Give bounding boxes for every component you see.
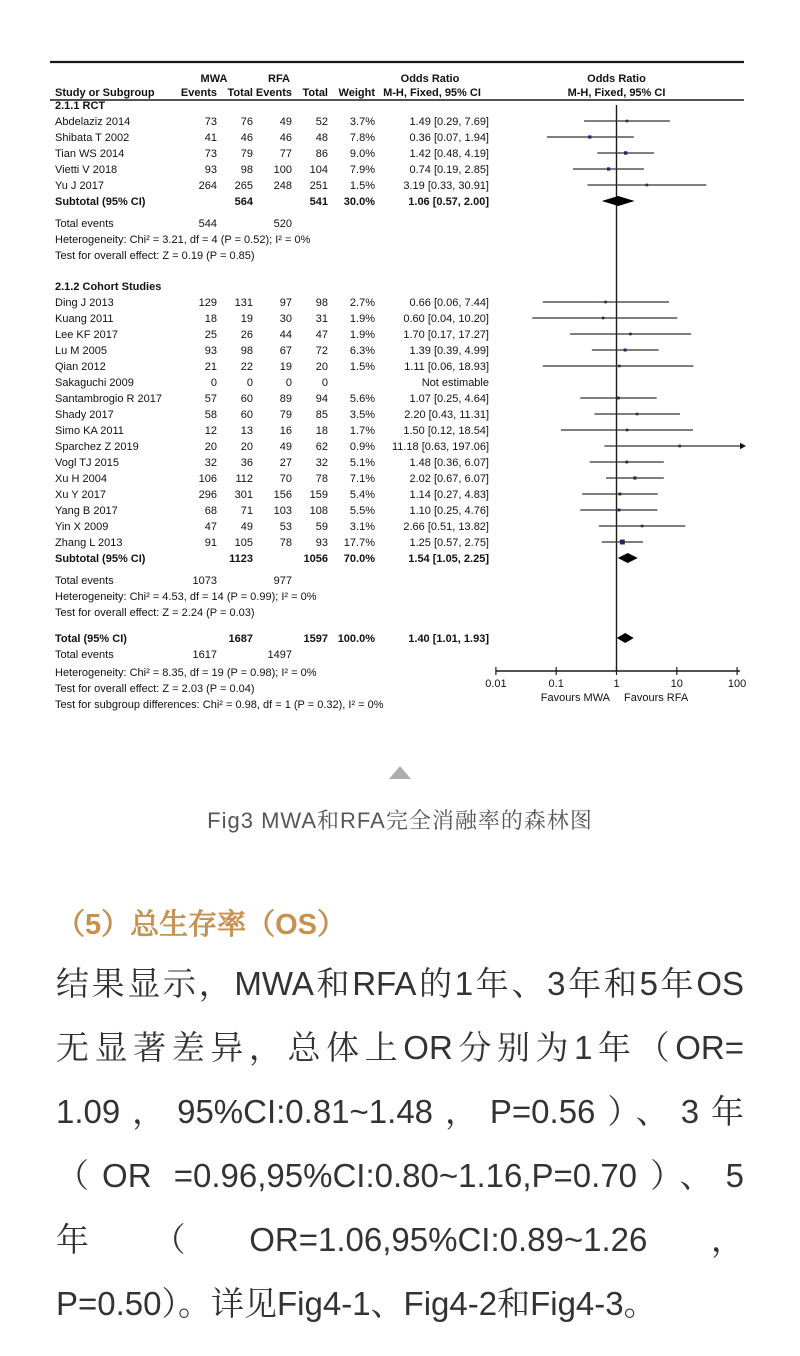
rfa-total: 85 (315, 409, 328, 421)
axis-favours-right: Favours RFA (624, 692, 689, 704)
rfa-total: 108 (309, 505, 328, 517)
rfa-events: 100 (273, 164, 292, 176)
axis-tick-label: 10 (670, 678, 683, 690)
or-marker (617, 397, 620, 400)
rfa-events: 49 (279, 116, 292, 128)
stat-note: Test for overall effect: Z = 0.19 (P = 0.85) (55, 250, 255, 262)
or-marker (602, 317, 605, 320)
or-marker (641, 525, 644, 528)
mwa-events: 21 (204, 361, 217, 373)
study-name: Ding J 2013 (55, 297, 114, 309)
or-ci-text: 1.42 [0.48, 4.19] (409, 148, 489, 160)
weight-value: 2.7% (349, 297, 375, 309)
weight-value: 5.6% (349, 393, 375, 405)
mwa-total: 71 (240, 505, 253, 517)
or-ci-text: Not estimable (421, 377, 489, 389)
paragraph-line: 结果显示，MWA和RFA的1年、3年和5年OS (56, 965, 744, 1002)
rfa-events: 79 (279, 409, 292, 421)
weight-value: 5.1% (349, 457, 375, 469)
total-events-label: Total events (55, 575, 114, 587)
rfa-total: 251 (309, 180, 328, 192)
study-name: Lu M 2005 (55, 345, 107, 357)
rfa-total: 32 (315, 457, 328, 469)
col-header-method: M-H, Fixed, 95% CI (383, 87, 481, 99)
mwa-total: 0 (246, 377, 253, 389)
rfa-events: 103 (273, 505, 292, 517)
rfa-total: 86 (315, 148, 328, 160)
rfa-total: 48 (315, 132, 328, 144)
mwa-events: 93 (204, 164, 217, 176)
study-name: Yu J 2017 (55, 180, 104, 192)
plot-header-odds-ratio: Odds Ratio (587, 73, 646, 85)
or-ci-text: 0.66 [0.06, 7.44] (409, 297, 489, 309)
or-marker (588, 135, 591, 138)
paragraph-line: 年（OR=1.06,95%CI:0.89~1.26， (56, 1221, 744, 1258)
mwa-events: 73 (204, 116, 217, 128)
rfa-events: 53 (279, 521, 292, 533)
rfa-total: 47 (315, 329, 328, 341)
paragraph-line: 1.09，95%CI:0.81~1.48，P=0.56）、3年 (56, 1093, 744, 1130)
or-ci-text: 1.14 [0.27, 4.83] (409, 489, 489, 501)
study-name: Total (95% CI) (55, 633, 127, 645)
mwa-total: 22 (240, 361, 253, 373)
study-name: Abdelaziz 2014 (55, 116, 131, 128)
axis-tick-label: 100 (727, 678, 747, 690)
or-marker (607, 167, 610, 170)
total-events-rfa: 520 (273, 218, 292, 230)
study-name: Xu H 2004 (55, 473, 107, 485)
mwa-total: 105 (234, 537, 253, 549)
rfa-events: 156 (273, 489, 292, 501)
mwa-total: 20 (240, 441, 253, 453)
col-header-events: Events (255, 87, 292, 99)
mwa-events: 129 (198, 297, 217, 309)
rfa-events: 44 (279, 329, 292, 341)
mwa-total: 98 (240, 345, 253, 357)
paragraph-line: 无显著差异，总体上OR分别为1年（OR= (56, 1029, 744, 1066)
mwa-total: 1123 (229, 553, 253, 565)
or-ci-text: 1.54 [1.05, 2.25] (408, 553, 489, 565)
rfa-total: 59 (315, 521, 328, 533)
weight-value: 3.5% (349, 409, 375, 421)
or-marker (619, 493, 622, 496)
rfa-events: 89 (279, 393, 292, 405)
total-events-mwa: 1617 (192, 649, 217, 661)
mwa-total: 60 (240, 393, 253, 405)
section-label: 2.1.2 Cohort Studies (55, 281, 162, 293)
study-name: Shady 2017 (55, 409, 114, 421)
or-marker (633, 476, 636, 479)
total-events-mwa: 544 (198, 218, 217, 230)
rfa-total: 18 (315, 425, 328, 437)
or-ci-text: 2.66 [0.51, 13.82] (403, 521, 489, 533)
weight-value: 100.0% (337, 633, 375, 645)
or-ci-text: 1.50 [0.12, 18.54] (403, 425, 489, 437)
study-name: Vogl TJ 2015 (55, 457, 120, 469)
weight-value: 70.0% (343, 553, 375, 565)
section-label: 2.1.1 RCT (55, 100, 106, 112)
or-ci-text: 1.11 [0.06, 18.93] (404, 361, 489, 373)
weight-value: 7.8% (349, 132, 375, 144)
study-name: Santambrogio R 2017 (55, 393, 163, 405)
axis-favours-left: Favours MWA (540, 692, 610, 704)
section-heading: （5）总生存率（OS） (56, 909, 347, 941)
mwa-total: 76 (240, 116, 253, 128)
weight-value: 0.9% (349, 441, 375, 453)
or-ci-text: 2.20 [0.43, 11.31] (404, 409, 489, 421)
mwa-events: 0 (210, 377, 217, 389)
study-name: Shibata T 2002 (55, 132, 130, 144)
total-events-label: Total events (55, 649, 114, 661)
rfa-total: 78 (315, 473, 328, 485)
col-header-events: Events (180, 87, 217, 99)
stat-note: Heterogeneity: Chi² = 8.35, df = 19 (P = 0.98); I² = 0% (55, 667, 317, 679)
or-marker (618, 509, 621, 512)
mwa-events: 296 (198, 489, 217, 501)
rfa-events: 16 (279, 425, 292, 437)
rfa-total: 541 (309, 196, 328, 208)
rfa-total: 1056 (303, 553, 328, 565)
or-ci-text: 1.39 [0.39, 4.99] (409, 345, 489, 357)
mwa-events: 12 (204, 425, 217, 437)
weight-value: 1.5% (349, 180, 375, 192)
total-events-rfa: 977 (273, 575, 292, 587)
weight-value: 3.7% (349, 116, 375, 128)
diamond-marker (618, 553, 638, 563)
figure-caption: Fig3 MWA和RFA完全消融率的森林图 (207, 808, 593, 833)
study-name: Kuang 2011 (55, 313, 114, 325)
mwa-total: 19 (240, 313, 253, 325)
weight-value: 1.9% (349, 329, 375, 341)
col-header-odds-ratio: Odds Ratio (400, 73, 460, 85)
col-header-total: Total (227, 87, 253, 99)
rfa-events: 77 (279, 148, 292, 160)
col-header-total: Total (302, 87, 328, 99)
col-header-weight: Weight (338, 87, 375, 99)
rfa-total: 52 (315, 116, 328, 128)
weight-value: 1.5% (349, 361, 375, 373)
rfa-total: 93 (315, 537, 328, 549)
mwa-events: 91 (204, 537, 217, 549)
study-name: Zhang L 2013 (55, 537, 123, 549)
or-marker (618, 365, 621, 368)
mwa-events: 57 (204, 393, 217, 405)
axis-tick-label: 0.1 (548, 678, 564, 690)
or-ci-text: 1.25 [0.57, 2.75] (409, 537, 489, 549)
mwa-total: 79 (240, 148, 253, 160)
diamond-marker (617, 633, 634, 643)
study-name: Xu Y 2017 (55, 489, 106, 501)
or-marker (678, 445, 681, 448)
mwa-total: 265 (234, 180, 253, 192)
rfa-total: 104 (309, 164, 328, 176)
or-ci-text: 1.10 [0.25, 4.76] (409, 505, 489, 517)
weight-value: 17.7% (343, 537, 375, 549)
or-ci-text: 1.06 [0.57, 2.00] (408, 196, 489, 208)
or-ci-text: 1.40 [1.01, 1.93] (408, 633, 489, 645)
rfa-total: 159 (309, 489, 328, 501)
col-header-rfa: RFA (268, 73, 290, 85)
mwa-total: 131 (234, 297, 253, 309)
total-events-rfa: 1497 (267, 649, 292, 661)
or-ci-text: 3.19 [0.33, 30.91] (403, 180, 489, 192)
rfa-events: 248 (273, 180, 292, 192)
mwa-total: 564 (234, 196, 253, 208)
rfa-events: 97 (279, 297, 292, 309)
or-ci-text: 0.36 [0.07, 1.94] (409, 132, 489, 144)
or-ci-text: 0.60 [0.04, 10.20] (403, 313, 489, 325)
diamond-marker (602, 196, 635, 206)
mwa-total: 301 (234, 489, 253, 501)
mwa-events: 25 (204, 329, 217, 341)
or-ci-text: 0.74 [0.19, 2.85] (409, 164, 489, 176)
weight-value: 6.3% (349, 345, 375, 357)
mwa-total: 98 (240, 164, 253, 176)
total-events-mwa: 1073 (192, 575, 217, 587)
or-ci-text: 1.07 [0.25, 4.64] (409, 393, 489, 405)
mwa-events: 18 (204, 313, 217, 325)
rfa-events: 0 (285, 377, 292, 389)
or-marker (636, 413, 639, 416)
stat-note: Heterogeneity: Chi² = 3.21, df = 4 (P = 0.52); I² = 0% (55, 234, 311, 246)
mwa-events: 20 (204, 441, 217, 453)
stat-note: Test for overall effect: Z = 2.24 (P = 0.03) (55, 607, 255, 619)
collapse-triangle-icon[interactable] (389, 766, 411, 779)
rfa-events: 49 (279, 441, 292, 453)
mwa-total: 13 (240, 425, 253, 437)
col-header-study: Study or Subgroup (55, 87, 155, 99)
or-marker (624, 349, 627, 352)
study-name: Simo KA 2011 (55, 425, 124, 437)
or-marker (620, 540, 625, 545)
stat-note: Heterogeneity: Chi² = 4.53, df = 14 (P = 0.99); I² = 0% (55, 591, 317, 603)
or-marker (629, 333, 632, 336)
stat-note: Test for overall effect: Z = 2.03 (P = 0.04) (55, 683, 255, 695)
study-name: Subtotal (95% CI) (55, 196, 146, 208)
axis-tick-label: 1 (613, 678, 620, 690)
or-ci-text: 1.48 [0.36, 6.07] (409, 457, 489, 469)
mwa-total: 36 (240, 457, 253, 469)
weight-value: 9.0% (349, 148, 375, 160)
rfa-events: 30 (279, 313, 292, 325)
or-marker (646, 184, 649, 187)
collapse-triangle-wrap (0, 766, 800, 779)
study-name: Qian 2012 (55, 361, 106, 373)
rfa-total: 31 (315, 313, 328, 325)
study-name: Yang B 2017 (55, 505, 118, 517)
study-name: Sparchez Z 2019 (55, 441, 139, 453)
paragraph-line: P=0.50）。详见Fig4-1、Fig4-2和Fig4-3。 (56, 1285, 657, 1322)
rfa-events: 70 (279, 473, 292, 485)
axis-tick-label: 0.01 (485, 678, 507, 690)
paragraph-line: （OR =0.96,95%CI:0.80~1.16,P=0.70）、5 (56, 1157, 744, 1194)
rfa-events: 67 (279, 345, 292, 357)
or-ci-text: 1.70 [0.17, 17.27] (403, 329, 489, 341)
weight-value: 5.4% (349, 489, 375, 501)
mwa-total: 1687 (228, 633, 253, 645)
study-name: Subtotal (95% CI) (55, 553, 146, 565)
study-name: Sakaguchi 2009 (55, 377, 134, 389)
mwa-total: 60 (240, 409, 253, 421)
total-events-label: Total events (55, 218, 114, 230)
mwa-events: 106 (198, 473, 217, 485)
rfa-total: 98 (315, 297, 328, 309)
mwa-events: 264 (198, 180, 217, 192)
mwa-total: 112 (235, 473, 253, 485)
or-marker (626, 429, 629, 432)
body-paragraph (56, 952, 744, 1336)
weight-value: 30.0% (343, 196, 375, 208)
mwa-events: 32 (204, 457, 217, 469)
weight-value: 7.9% (349, 164, 375, 176)
rfa-total: 20 (315, 361, 328, 373)
rfa-total: 0 (321, 377, 328, 389)
weight-value: 7.1% (349, 473, 375, 485)
or-marker (604, 301, 607, 304)
weight-value: 1.9% (349, 313, 375, 325)
rfa-total: 1597 (303, 633, 328, 645)
plot-header-method: M-H, Fixed, 95% CI (567, 87, 666, 99)
or-ci-text: 1.49 [0.29, 7.69] (409, 116, 489, 128)
mwa-events: 73 (204, 148, 217, 160)
or-marker (625, 461, 628, 464)
rfa-total: 62 (315, 441, 328, 453)
col-header-mwa: MWA (200, 73, 228, 85)
or-ci-text: 11.18 [0.63, 197.06] (391, 441, 489, 453)
mwa-total: 46 (240, 132, 253, 144)
rfa-total: 72 (315, 345, 328, 357)
or-ci-text: 2.02 [0.67, 6.07] (409, 473, 489, 485)
weight-value: 3.1% (349, 521, 375, 533)
rfa-total: 94 (315, 393, 328, 405)
study-name: Vietti V 2018 (55, 164, 118, 176)
study-name: Tian WS 2014 (55, 148, 125, 160)
arrow-right-icon (740, 443, 746, 449)
rfa-events: 78 (279, 537, 292, 549)
or-marker (624, 151, 627, 154)
mwa-events: 47 (204, 521, 217, 533)
stat-note: Test for subgroup differences: Chi² = 0.98, df = 1 (P = 0.32), I² = 0% (55, 699, 384, 711)
rfa-events: 27 (279, 457, 292, 469)
mwa-total: 26 (240, 329, 253, 341)
rfa-events: 46 (279, 132, 292, 144)
mwa-events: 41 (204, 132, 217, 144)
study-name: Lee KF 2017 (55, 329, 118, 341)
mwa-events: 68 (204, 505, 217, 517)
weight-value: 5.5% (349, 505, 375, 517)
or-marker (626, 120, 629, 123)
mwa-total: 49 (240, 521, 253, 533)
mwa-events: 58 (204, 409, 217, 421)
rfa-events: 19 (279, 361, 292, 373)
weight-value: 1.7% (349, 425, 375, 437)
mwa-events: 93 (204, 345, 217, 357)
study-name: Yin X 2009 (55, 521, 109, 533)
